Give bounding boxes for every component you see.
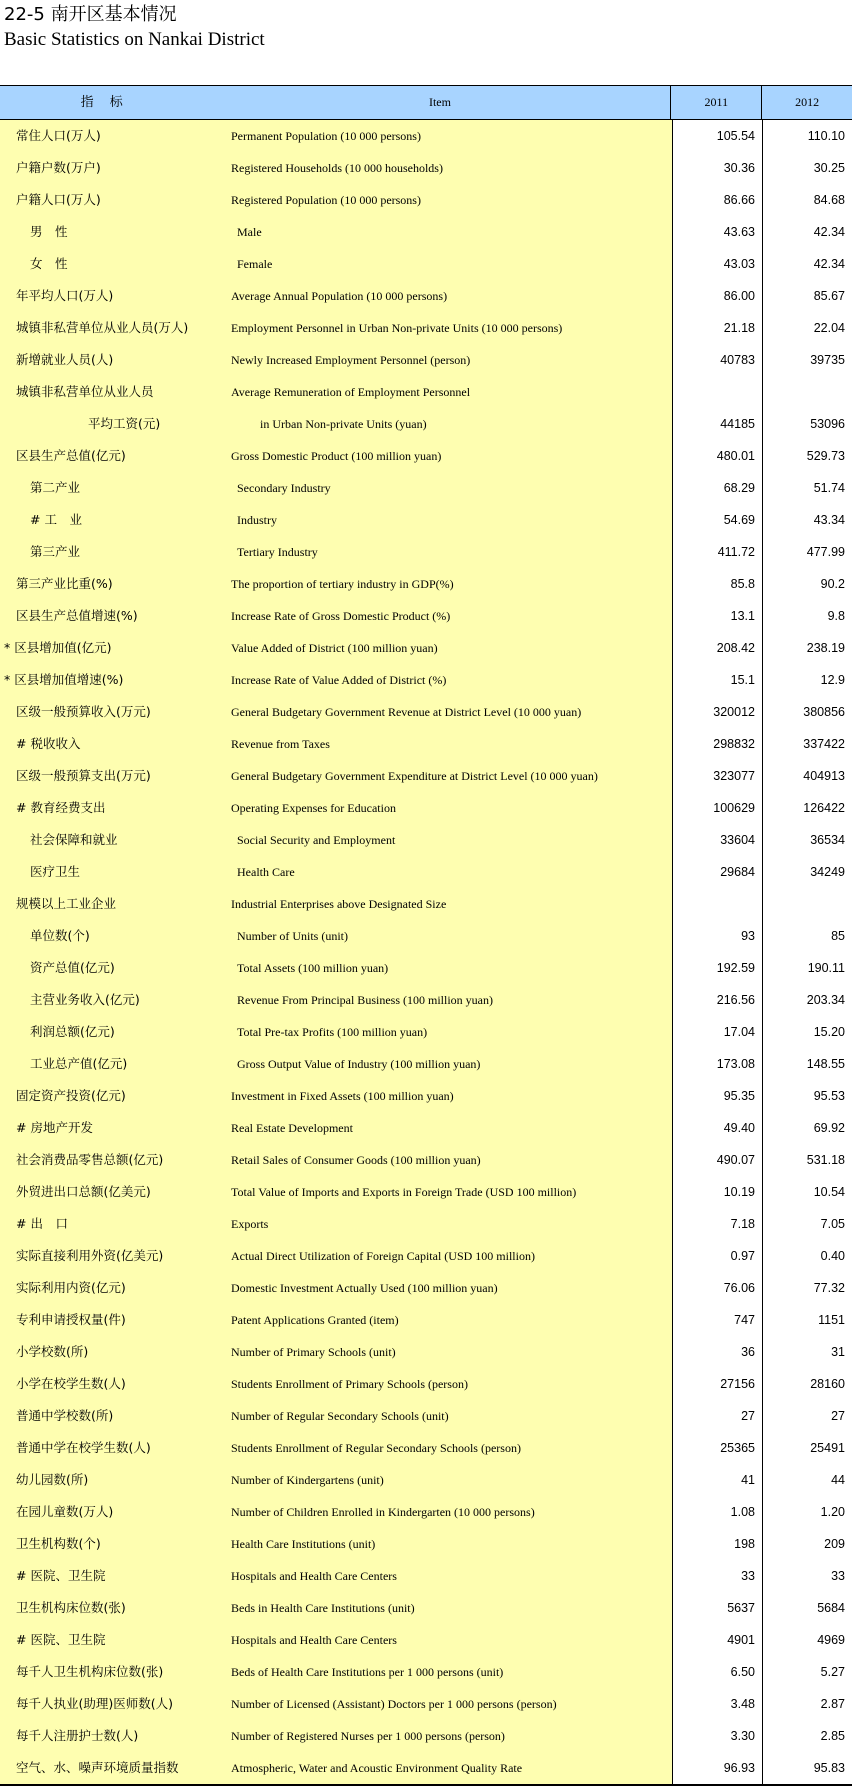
row-indicator-cn: 区县生产总值增速(%) xyxy=(0,600,230,632)
table-row xyxy=(0,504,852,536)
row-item-en: General Budgetary Government Expenditure at District Level (10 000 yuan) xyxy=(230,760,672,792)
row-indicator-cn: # 工 业 xyxy=(0,504,230,536)
table-row xyxy=(0,1464,852,1496)
table-header xyxy=(0,85,852,120)
value-2012: 148.55 xyxy=(762,1048,852,1080)
row-item-en: in Urban Non-private Units (yuan) xyxy=(230,408,672,440)
title-block xyxy=(4,2,265,52)
table-row xyxy=(0,152,852,184)
row-indicator-cn: 年平均人口(万人) xyxy=(0,280,230,312)
row-indicator-cn: 城镇非私营单位从业人员(万人) xyxy=(0,312,230,344)
value-2011: 27 xyxy=(672,1400,762,1432)
table-row xyxy=(0,888,852,920)
value-2012: 5.27 xyxy=(762,1656,852,1688)
value-2011: 320012 xyxy=(672,696,762,728)
row-indicator-cn: * 区县增加值(亿元) xyxy=(0,632,230,664)
row-indicator-cn: 幼儿园数(所) xyxy=(0,1464,230,1496)
value-2011: 21.18 xyxy=(672,312,762,344)
header-year-2012: 2012 xyxy=(761,86,852,119)
value-2011: 27156 xyxy=(672,1368,762,1400)
table-row xyxy=(0,1208,852,1240)
value-2011: 3.30 xyxy=(672,1720,762,1752)
value-2012: 28160 xyxy=(762,1368,852,1400)
row-item-en: Number of Kindergartens (unit) xyxy=(230,1464,672,1496)
row-item-en: Actual Direct Utilization of Foreign Capital (USD 100 million) xyxy=(230,1240,672,1272)
row-item-en: Registered Population (10 000 persons) xyxy=(230,184,672,216)
row-item-en: Gross Domestic Product (100 million yuan) xyxy=(230,440,672,472)
table-row xyxy=(0,1752,852,1784)
table-row xyxy=(0,1176,852,1208)
value-2012: 22.04 xyxy=(762,312,852,344)
value-2012: 477.99 xyxy=(762,536,852,568)
row-item-en: Social Security and Employment xyxy=(230,824,672,856)
value-2012 xyxy=(762,888,852,920)
value-2012: 85 xyxy=(762,920,852,952)
row-indicator-cn: 工业总产值(亿元) xyxy=(0,1048,230,1080)
row-item-en: Industrial Enterprises above Designated Size xyxy=(230,888,672,920)
value-2012: 337422 xyxy=(762,728,852,760)
row-indicator-cn: # 税收收入 xyxy=(0,728,230,760)
value-2011: 86.66 xyxy=(672,184,762,216)
table-row xyxy=(0,376,852,408)
table-row xyxy=(0,472,852,504)
value-2011: 192.59 xyxy=(672,952,762,984)
row-item-en: Total Assets (100 million yuan) xyxy=(230,952,672,984)
value-2012: 33 xyxy=(762,1560,852,1592)
row-item-en: Newly Increased Employment Personnel (person) xyxy=(230,344,672,376)
table-row xyxy=(0,1048,852,1080)
row-item-en: Value Added of District (100 million yuan) xyxy=(230,632,672,664)
row-item-en: Revenue From Principal Business (100 million yuan) xyxy=(230,984,672,1016)
table-row xyxy=(0,824,852,856)
value-2011: 86.00 xyxy=(672,280,762,312)
value-2011: 4901 xyxy=(672,1624,762,1656)
row-indicator-cn: 规模以上工业企业 xyxy=(0,888,230,920)
table-row xyxy=(0,696,852,728)
value-2011: 40783 xyxy=(672,344,762,376)
table-row xyxy=(0,664,852,696)
row-indicator-cn: 第三产业 xyxy=(0,536,230,568)
row-item-en: Number of Registered Nurses per 1 000 persons (person) xyxy=(230,1720,672,1752)
table-row xyxy=(0,216,852,248)
value-2011: 323077 xyxy=(672,760,762,792)
value-2011: 10.19 xyxy=(672,1176,762,1208)
row-indicator-cn: 区级一般预算收入(万元) xyxy=(0,696,230,728)
row-indicator-cn: 社会消费品零售总额(亿元) xyxy=(0,1144,230,1176)
row-indicator-cn: 第三产业比重(%) xyxy=(0,568,230,600)
row-indicator-cn: 空气、水、噪声环境质量指数 xyxy=(0,1752,230,1784)
value-2012: 209 xyxy=(762,1528,852,1560)
table-row xyxy=(0,1592,852,1624)
header-indicator: 指 标 xyxy=(80,95,129,110)
table-row xyxy=(0,440,852,472)
table-row xyxy=(0,1560,852,1592)
row-indicator-cn: 女 性 xyxy=(0,248,230,280)
value-2012: 39735 xyxy=(762,344,852,376)
row-item-en: Beds in Health Care Institutions (unit) xyxy=(230,1592,672,1624)
row-item-en: Revenue from Taxes xyxy=(230,728,672,760)
row-item-en: Investment in Fixed Assets (100 million yuan) xyxy=(230,1080,672,1112)
row-indicator-cn: 普通中学校数(所) xyxy=(0,1400,230,1432)
table-row xyxy=(0,248,852,280)
table-row xyxy=(0,1688,852,1720)
value-2011: 36 xyxy=(672,1336,762,1368)
value-2011: 85.8 xyxy=(672,568,762,600)
table-row xyxy=(0,536,852,568)
value-2011: 173.08 xyxy=(672,1048,762,1080)
row-indicator-cn: 小学在校学生数(人) xyxy=(0,1368,230,1400)
value-2012: 34249 xyxy=(762,856,852,888)
table-row xyxy=(0,1080,852,1112)
value-2011: 490.07 xyxy=(672,1144,762,1176)
row-item-en: Increase Rate of Gross Domestic Product (%) xyxy=(230,600,672,632)
table-row xyxy=(0,728,852,760)
value-2011: 6.50 xyxy=(672,1656,762,1688)
row-indicator-cn: 每千人卫生机构床位数(张) xyxy=(0,1656,230,1688)
value-2011: 33 xyxy=(672,1560,762,1592)
value-2012: 53096 xyxy=(762,408,852,440)
value-2012: 10.54 xyxy=(762,1176,852,1208)
row-indicator-cn: 实际利用内资(亿元) xyxy=(0,1272,230,1304)
row-indicator-cn: 户籍人口(万人) xyxy=(0,184,230,216)
value-2011: 54.69 xyxy=(672,504,762,536)
value-2011: 13.1 xyxy=(672,600,762,632)
row-indicator-cn: # 出 口 xyxy=(0,1208,230,1240)
row-item-en: Real Estate Development xyxy=(230,1112,672,1144)
row-indicator-cn: 每千人注册护士数(人) xyxy=(0,1720,230,1752)
value-2012: 12.9 xyxy=(762,664,852,696)
row-indicator-cn: 城镇非私营单位从业人员 xyxy=(0,376,230,408)
value-2011: 76.06 xyxy=(672,1272,762,1304)
row-item-en: Total Value of Imports and Exports in Foreign Trade (USD 100 million) xyxy=(230,1176,672,1208)
row-indicator-cn: 医疗卫生 xyxy=(0,856,230,888)
table-row xyxy=(0,1016,852,1048)
table-row xyxy=(0,792,852,824)
value-2012: 43.34 xyxy=(762,504,852,536)
table-row xyxy=(0,184,852,216)
table-row xyxy=(0,952,852,984)
row-item-en: Beds of Health Care Institutions per 1 000 persons (unit) xyxy=(230,1656,672,1688)
row-indicator-cn: # 教育经费支出 xyxy=(0,792,230,824)
value-2011: 3.48 xyxy=(672,1688,762,1720)
value-2011: 44185 xyxy=(672,408,762,440)
row-indicator-cn: 主营业务收入(亿元) xyxy=(0,984,230,1016)
row-item-en: Increase Rate of Value Added of District (%) xyxy=(230,664,672,696)
value-2011: 5637 xyxy=(672,1592,762,1624)
row-indicator-cn: # 房地产开发 xyxy=(0,1112,230,1144)
value-2012: 30.25 xyxy=(762,152,852,184)
row-item-en: Secondary Industry xyxy=(230,472,672,504)
table-row xyxy=(0,1528,852,1560)
row-item-en: Students Enrollment of Primary Schools (person) xyxy=(230,1368,672,1400)
row-indicator-cn: 新增就业人员(人) xyxy=(0,344,230,376)
table-title-english: Basic Statistics on Nankai District xyxy=(4,29,265,50)
value-2011: 100629 xyxy=(672,792,762,824)
table-row xyxy=(0,120,852,152)
row-indicator-cn: 男 性 xyxy=(0,216,230,248)
value-2012: 2.85 xyxy=(762,1720,852,1752)
value-2011: 29684 xyxy=(672,856,762,888)
table-row xyxy=(0,1624,852,1656)
row-indicator-cn: 单位数(个) xyxy=(0,920,230,952)
table-row xyxy=(0,312,852,344)
value-2012: 9.8 xyxy=(762,600,852,632)
row-item-en: Exports xyxy=(230,1208,672,1240)
row-item-en: Patent Applications Granted (item) xyxy=(230,1304,672,1336)
value-2011: 95.35 xyxy=(672,1080,762,1112)
value-2011: 747 xyxy=(672,1304,762,1336)
value-2011: 0.97 xyxy=(672,1240,762,1272)
value-2011: 411.72 xyxy=(672,536,762,568)
row-indicator-cn: 卫生机构床位数(张) xyxy=(0,1592,230,1624)
value-2012: 77.32 xyxy=(762,1272,852,1304)
row-indicator-cn: 区级一般预算支出(万元) xyxy=(0,760,230,792)
value-2011: 93 xyxy=(672,920,762,952)
value-2011: 43.03 xyxy=(672,248,762,280)
value-2012: 190.11 xyxy=(762,952,852,984)
value-2012: 51.74 xyxy=(762,472,852,504)
table-row xyxy=(0,1432,852,1464)
value-2011: 17.04 xyxy=(672,1016,762,1048)
value-2012: 203.34 xyxy=(762,984,852,1016)
row-item-en: Employment Personnel in Urban Non-private Units (10 000 persons) xyxy=(230,312,672,344)
value-2012: 404913 xyxy=(762,760,852,792)
value-2012: 31 xyxy=(762,1336,852,1368)
value-2011: 25365 xyxy=(672,1432,762,1464)
table-row xyxy=(0,1336,852,1368)
table-row xyxy=(0,344,852,376)
value-2011: 43.63 xyxy=(672,216,762,248)
value-2011: 41 xyxy=(672,1464,762,1496)
row-indicator-cn: * 区县增加值增速(%) xyxy=(0,664,230,696)
row-indicator-cn: 实际直接利用外资(亿美元) xyxy=(0,1240,230,1272)
value-2012: 110.10 xyxy=(762,120,852,152)
value-2012 xyxy=(762,376,852,408)
value-2012: 15.20 xyxy=(762,1016,852,1048)
value-2011: 49.40 xyxy=(672,1112,762,1144)
row-item-en: Total Pre-tax Profits (100 million yuan) xyxy=(230,1016,672,1048)
value-2012: 25491 xyxy=(762,1432,852,1464)
row-item-en: Students Enrollment of Regular Secondary Schools (person) xyxy=(230,1432,672,1464)
value-2011: 15.1 xyxy=(672,664,762,696)
table-row xyxy=(0,856,852,888)
value-2012: 7.05 xyxy=(762,1208,852,1240)
row-indicator-cn: 普通中学在校学生数(人) xyxy=(0,1432,230,1464)
row-indicator-cn: 外贸进出口总额(亿美元) xyxy=(0,1176,230,1208)
row-indicator-cn: 固定资产投资(亿元) xyxy=(0,1080,230,1112)
row-item-en: Male xyxy=(230,216,672,248)
table-row xyxy=(0,1304,852,1336)
row-item-en: Industry xyxy=(230,504,672,536)
table-row xyxy=(0,920,852,952)
value-2011: 1.08 xyxy=(672,1496,762,1528)
row-item-en: Number of Units (unit) xyxy=(230,920,672,952)
table-row xyxy=(0,600,852,632)
table-row xyxy=(0,408,852,440)
value-2012: 69.92 xyxy=(762,1112,852,1144)
value-2011: 30.36 xyxy=(672,152,762,184)
table-row xyxy=(0,1496,852,1528)
table-title-chinese: 22-5 南开区基本情况 xyxy=(4,4,177,25)
row-indicator-cn: 每千人执业(助理)医师数(人) xyxy=(0,1688,230,1720)
row-indicator-cn: # 医院、卫生院 xyxy=(0,1560,230,1592)
table-row xyxy=(0,1400,852,1432)
row-indicator-cn: 常住人口(万人) xyxy=(0,120,230,152)
value-2012: 42.34 xyxy=(762,248,852,280)
value-2012: 126422 xyxy=(762,792,852,824)
row-item-en: Hospitals and Health Care Centers xyxy=(230,1560,672,1592)
row-item-en: Operating Expenses for Education xyxy=(230,792,672,824)
row-indicator-cn: 户籍户数(万户) xyxy=(0,152,230,184)
value-2011: 96.93 xyxy=(672,1752,762,1784)
value-2011: 105.54 xyxy=(672,120,762,152)
table-row xyxy=(0,760,852,792)
row-item-en: Female xyxy=(230,248,672,280)
value-2012: 0.40 xyxy=(762,1240,852,1272)
value-2012: 5684 xyxy=(762,1592,852,1624)
value-2012: 90.2 xyxy=(762,568,852,600)
table-row xyxy=(0,632,852,664)
value-2012: 42.34 xyxy=(762,216,852,248)
row-item-en: Number of Primary Schools (unit) xyxy=(230,1336,672,1368)
row-item-en: General Budgetary Government Revenue at District Level (10 000 yuan) xyxy=(230,696,672,728)
value-2012: 4969 xyxy=(762,1624,852,1656)
row-item-en: Health Care Institutions (unit) xyxy=(230,1528,672,1560)
table-row xyxy=(0,1720,852,1752)
table-row xyxy=(0,984,852,1016)
row-item-en: Health Care xyxy=(230,856,672,888)
row-indicator-cn: 资产总值(亿元) xyxy=(0,952,230,984)
value-2012: 1151 xyxy=(762,1304,852,1336)
row-item-en: Retail Sales of Consumer Goods (100 million yuan) xyxy=(230,1144,672,1176)
value-2012: 27 xyxy=(762,1400,852,1432)
value-2011: 480.01 xyxy=(672,440,762,472)
row-item-en: Number of Regular Secondary Schools (unit) xyxy=(230,1400,672,1432)
value-2012: 44 xyxy=(762,1464,852,1496)
value-2012: 84.68 xyxy=(762,184,852,216)
value-2011 xyxy=(672,376,762,408)
value-2012: 529.73 xyxy=(762,440,852,472)
row-indicator-cn: 区县生产总值(亿元) xyxy=(0,440,230,472)
row-indicator-cn: 平均工资(元) xyxy=(0,408,230,440)
value-2011: 208.42 xyxy=(672,632,762,664)
row-indicator-cn: 小学校数(所) xyxy=(0,1336,230,1368)
row-item-en: Domestic Investment Actually Used (100 million yuan) xyxy=(230,1272,672,1304)
row-item-en: Hospitals and Health Care Centers xyxy=(230,1624,672,1656)
value-2012: 531.18 xyxy=(762,1144,852,1176)
row-item-en: Average Annual Population (10 000 persons) xyxy=(230,280,672,312)
header-year-2011: 2011 xyxy=(670,86,761,119)
value-2012: 238.19 xyxy=(762,632,852,664)
row-item-en: Registered Households (10 000 households) xyxy=(230,152,672,184)
row-item-en: Number of Children Enrolled in Kindergarten (10 000 persons) xyxy=(230,1496,672,1528)
table-row xyxy=(0,1272,852,1304)
table-row xyxy=(0,1240,852,1272)
table-row xyxy=(0,568,852,600)
row-item-en: Atmospheric, Water and Acoustic Environment Quality Rate xyxy=(230,1752,672,1784)
row-indicator-cn: 卫生机构数(个) xyxy=(0,1528,230,1560)
value-2011: 298832 xyxy=(672,728,762,760)
row-item-en: The proportion of tertiary industry in GDP(%) xyxy=(230,568,672,600)
table-row xyxy=(0,1112,852,1144)
value-2012: 2.87 xyxy=(762,1688,852,1720)
value-2011: 7.18 xyxy=(672,1208,762,1240)
value-2012: 36534 xyxy=(762,824,852,856)
row-indicator-cn: 社会保障和就业 xyxy=(0,824,230,856)
value-2012: 95.53 xyxy=(762,1080,852,1112)
value-2011: 198 xyxy=(672,1528,762,1560)
row-indicator-cn: 在园儿童数(万人) xyxy=(0,1496,230,1528)
value-2012: 95.83 xyxy=(762,1752,852,1784)
row-item-en: Average Remuneration of Employment Personnel xyxy=(230,376,672,408)
value-2012: 1.20 xyxy=(762,1496,852,1528)
row-indicator-cn: 第二产业 xyxy=(0,472,230,504)
row-indicator-cn: # 医院、卫生院 xyxy=(0,1624,230,1656)
table-row xyxy=(0,280,852,312)
table-row xyxy=(0,1368,852,1400)
header-item: Item xyxy=(428,95,451,109)
row-item-en: Permanent Population (10 000 persons) xyxy=(230,120,672,152)
row-indicator-cn: 利润总额(亿元) xyxy=(0,1016,230,1048)
row-indicator-cn: 专利申请授权量(件) xyxy=(0,1304,230,1336)
value-2012: 380856 xyxy=(762,696,852,728)
table-row xyxy=(0,1656,852,1688)
table-body xyxy=(0,120,852,1786)
value-2011: 216.56 xyxy=(672,984,762,1016)
row-item-en: Tertiary Industry xyxy=(230,536,672,568)
value-2011: 68.29 xyxy=(672,472,762,504)
value-2011 xyxy=(672,888,762,920)
value-2011: 33604 xyxy=(672,824,762,856)
statistics-table xyxy=(0,85,852,1786)
row-item-en: Gross Output Value of Industry (100 million yuan) xyxy=(230,1048,672,1080)
value-2012: 85.67 xyxy=(762,280,852,312)
table-row xyxy=(0,1144,852,1176)
row-item-en: Number of Licensed (Assistant) Doctors per 1 000 persons (person) xyxy=(230,1688,672,1720)
